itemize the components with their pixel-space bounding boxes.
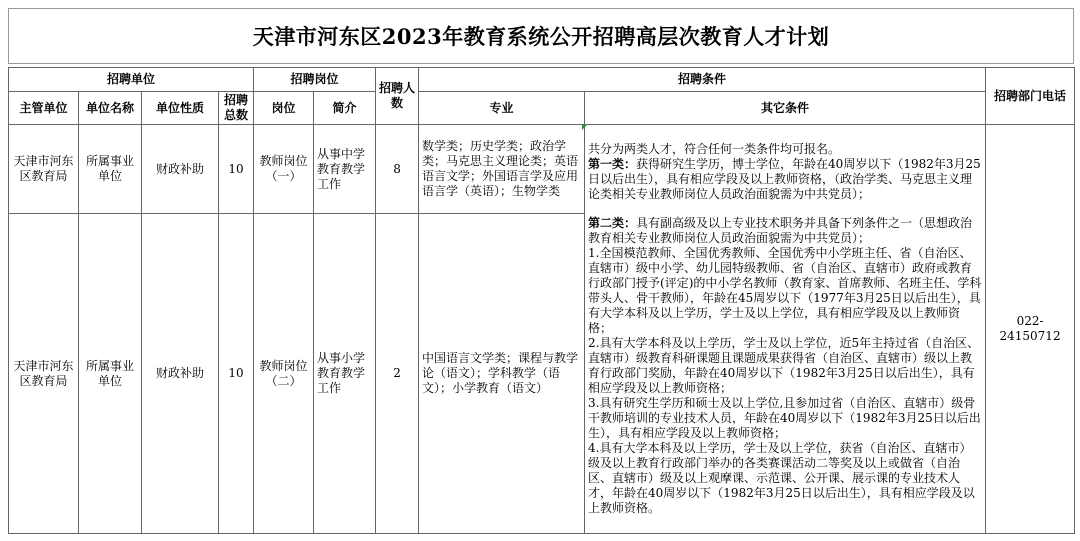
- header-conditions-group: 招聘条件: [419, 68, 986, 92]
- intro-cell: 从事小学教育教学工作: [314, 214, 376, 534]
- header-unit-group: 招聘单位: [9, 68, 254, 92]
- major-cell: 中国语言文学类；课程与教学论（语文）；学科教学（语文）；小学教育（语文）: [419, 214, 585, 534]
- header-hire-count: 招聘人数: [376, 68, 419, 125]
- header-phone: 招聘部门电话: [986, 68, 1075, 125]
- title-box: [8, 8, 1074, 64]
- post-cell: 教师岗位（一）: [254, 125, 314, 214]
- count-cell: 2: [376, 214, 419, 534]
- header-unit-name: 单位名称: [79, 92, 142, 125]
- header-post: 岗位: [254, 92, 314, 125]
- header-unit-nature: 单位性质: [142, 92, 219, 125]
- header-total: 招聘总数: [219, 92, 254, 125]
- unit-name-cell: 所属事业单位: [79, 214, 142, 534]
- header-row-2: [9, 92, 1075, 125]
- cell-comment-marker-icon: [582, 125, 587, 130]
- condition-item-3: 3.具有研究生学历和硕士及以上学位,且参加过省（自治区、直辖市）级骨干教师培训的专业技术人员，年龄在40周岁以下（1982年3月25日以后出生），具有相应学段及以上教师资格；: [588, 396, 981, 440]
- header-authority: 主管单位: [9, 92, 79, 125]
- unit-nature-cell: 财政补助: [142, 125, 219, 214]
- page-title: 天津市河东区2023年教育系统公开招聘高层次教育人才计划: [252, 24, 830, 49]
- total-cell: 10: [219, 214, 254, 534]
- header-major: 专业: [419, 92, 585, 125]
- unit-nature-cell: 财政补助: [142, 214, 219, 534]
- condition-item-2: 2.具有大学本科及以上学历，学士及以上学位，近5年主持过省（自治区、直辖市）级教育科研课题且课题成果获得省（自治区、直辖市）级以上教育行政部门奖励，年龄在40周岁以下（1982年3月25日以后出生），具有相应学段及以上教师资格；: [588, 336, 980, 395]
- condition-item-1: 1.全国模范教师、全国优秀教师、全国优秀中小学班主任、省（自治区、直辖市）级中小学、幼儿园特级教师、省（自治区、直辖市）政府或教育行政部门授予(评定)的中小学名教师（教育家、首席教师、名班主任、学科带头人、骨干教师），年龄在45周岁以下（1977年3月25日以后出生），具有大学本科及以上学历，学士及以上学位，具有相应学段及以上教师资格；: [588, 246, 982, 335]
- category-two: [588, 216, 982, 246]
- header-post-group: 招聘岗位: [254, 68, 376, 92]
- phone-cell: 022-24150712: [986, 125, 1075, 534]
- count-cell: 8: [376, 125, 419, 214]
- condition-item-4: 4.具有大学本科及以上学历，学士及以上学位，获省（自治区、直辖市）级及以上教育行政部门举办的各类赛课活动二等奖及以上或做省（自治区、直辖市）级及以上观摩课、示范课、公开课、展示课的专业技术人才，年龄在40周岁以下（1982年3月25日以后出生），具有相应学段及以上教师资格。: [588, 441, 975, 515]
- header-intro: 简介: [314, 92, 376, 125]
- total-cell: 10: [219, 125, 254, 214]
- table-row: [9, 125, 1075, 214]
- category-two-text: 具有副高级及以上专业技术职务并具备下列条件之一（思想政治教育相关专业教师岗位人员政治面貌需为中共党员）；: [588, 216, 973, 245]
- other-conditions-cell: [585, 125, 986, 534]
- conditions-intro: 共分为两类人才，符合任何一类条件均可报名。: [588, 142, 841, 156]
- authority-cell: 天津市河东区教育局: [9, 214, 79, 534]
- header-row-1: [9, 68, 1075, 92]
- major-cell: 数学类；历史学类；政治学类；马克思主义理论类；英语语言文学；外国语言学及应用语言学（英语）；生物学类: [419, 125, 585, 214]
- category-one: [588, 157, 982, 202]
- post-cell: 教师岗位（二）: [254, 214, 314, 534]
- category-one-label: 第一类：: [588, 157, 637, 171]
- authority-cell: 天津市河东区教育局: [9, 125, 79, 214]
- header-other: 其它条件: [585, 92, 986, 125]
- unit-name-cell: 所属事业单位: [79, 125, 142, 214]
- intro-cell: 从事中学教育教学工作: [314, 125, 376, 214]
- category-one-text: 获得研究生学历，博士学位，年龄在40周岁以下（1982年3月25日以后出生），具有相应学段及以上教师资格，（政治学类、马克思主义理论类相关专业教师岗位人员政治面貌需为中共党员）；: [588, 157, 981, 201]
- category-two-label: 第二类：: [588, 216, 637, 230]
- recruitment-table: [8, 67, 1075, 534]
